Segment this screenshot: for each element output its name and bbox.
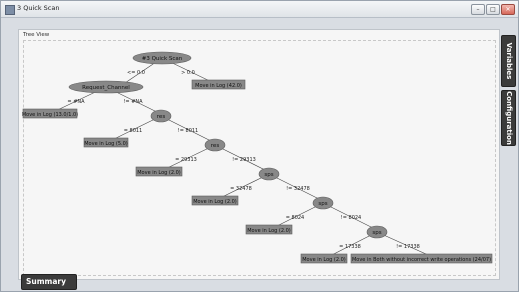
edge-label: != 29313	[232, 157, 256, 163]
leaf-label-4: Move in Log (2.0)	[193, 199, 237, 205]
edge-label: = #NA	[67, 99, 85, 105]
leaf-label-5: Move in Log (2.0)	[247, 228, 291, 234]
title-bar[interactable]	[1, 1, 518, 18]
maximize-icon[interactable]: □	[486, 4, 500, 15]
edge-label: != #NA	[123, 99, 143, 105]
node-label-res-1: res	[156, 114, 166, 120]
tree-view-panel	[18, 29, 500, 280]
summary-tab-label: Summary	[26, 277, 67, 286]
node-label-sps-3: sps	[372, 230, 382, 236]
node-label-sps-2: sps	[318, 201, 328, 207]
app-icon	[5, 5, 15, 15]
edge-label: != 8011	[177, 128, 199, 134]
edge-label: = 29313	[175, 157, 197, 163]
edge-label: != 8024	[340, 215, 362, 221]
leaf-label-0: Move in Log (42.0)	[195, 83, 242, 89]
edge-label: = 32478	[230, 186, 252, 192]
variables-tab[interactable]	[501, 35, 516, 87]
minimize-icon[interactable]: –	[471, 4, 485, 15]
edge-label: <= 0.0	[127, 70, 145, 76]
node-label-sps-1: sps	[264, 172, 274, 178]
edge-label: != 17338	[396, 244, 420, 250]
node-label-request-channel: Request_Channel	[82, 85, 130, 91]
configuration-tab-label: Configuration	[504, 91, 513, 145]
node-label-res-2: res	[210, 143, 220, 149]
summary-tab[interactable]	[21, 274, 77, 290]
leaf-label-2: Move in Log (5.0)	[84, 141, 128, 147]
leaf-label-6: Move in Log (2.0)	[302, 257, 346, 263]
window-title: 3 Quick Scan	[17, 4, 60, 12]
edge-label: > 0.0	[181, 70, 195, 76]
leaf-label-7: Move in Both without incorrect write operations (24/07)	[351, 257, 492, 263]
panel-title: Tree View	[23, 32, 50, 38]
edge-label: = 8011	[123, 128, 143, 134]
close-icon[interactable]: ✕	[501, 4, 515, 15]
node-label-root: #3 Quick Scan	[141, 56, 183, 62]
leaf-label-3: Move in Log (2.0)	[137, 170, 181, 176]
edge-label: != 32478	[286, 186, 310, 192]
leaf-label-1: Move in Log (13.0/1.0)	[21, 112, 79, 118]
edge-label: = 17338	[339, 244, 361, 250]
configuration-tab[interactable]	[501, 90, 516, 146]
decision-tree	[19, 30, 499, 279]
variables-tab-label: Variables	[504, 42, 513, 80]
edge-label: = 8024	[285, 215, 305, 221]
